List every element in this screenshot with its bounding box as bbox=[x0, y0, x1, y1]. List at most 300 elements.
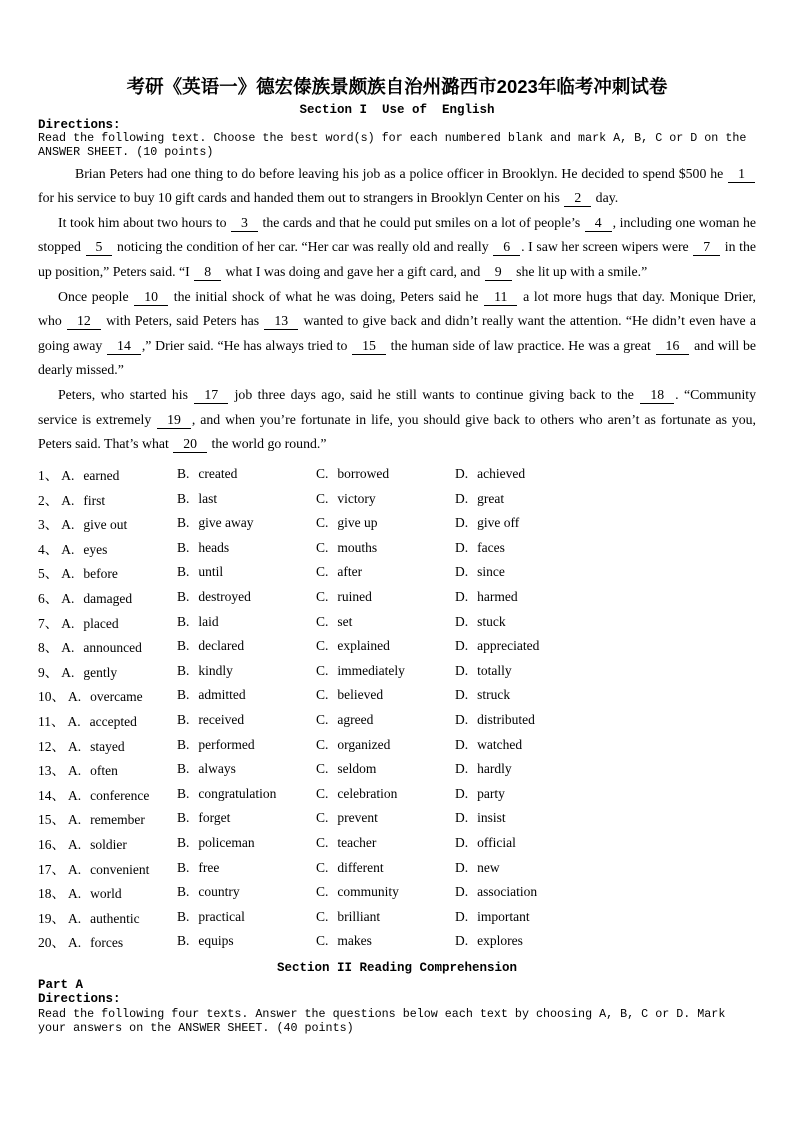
blank-7: 7 bbox=[693, 239, 720, 256]
option-text: seldom bbox=[337, 761, 377, 777]
option-a-q17 bbox=[38, 858, 177, 878]
question-number: 18、 bbox=[38, 886, 65, 902]
option-a-q5 bbox=[38, 562, 177, 582]
option-b-q15 bbox=[177, 810, 316, 826]
option-b-q7 bbox=[177, 614, 316, 630]
option-b-q16 bbox=[177, 835, 316, 851]
passage-paragraph-2: It took him about two hours to 3 the cards and that he could put smiles on a lot of people’s 4 , including one woman he stopped 5 noticing the condition of her car. “Her car was really old and really 6 . I saw her screen wipers were 7 in the up position,” Peters said. “I 8 what I was doing and gave her a gift card, and 9 she lit up with a smile.” bbox=[38, 214, 757, 279]
option-b-q14 bbox=[177, 786, 316, 802]
passage-paragraph-3: Once people 10 the initial shock of what he was doing, Peters said he 11 a lot more hugs that day. Monique Drier, who 12 with Peters, said Peters has 13 wanted to give back and didn’t really want the attention. “He didn’t even have a going away 14 ,” Drier said. “He has always tried to 15 the human side of law practice. He was a great 16 and will be dearly missed.” bbox=[38, 288, 756, 378]
option-text: give up bbox=[337, 515, 378, 531]
option-c-q2 bbox=[316, 491, 455, 507]
question-row-5 bbox=[38, 560, 756, 585]
option-letter: A. bbox=[61, 615, 75, 631]
option-letter: C. bbox=[316, 564, 329, 580]
option-letter: D. bbox=[455, 515, 469, 531]
option-letter: C. bbox=[316, 687, 329, 703]
option-d-q13 bbox=[455, 761, 756, 777]
question-row-16 bbox=[38, 831, 756, 856]
option-letter: A. bbox=[68, 763, 82, 779]
option-letter: D. bbox=[455, 687, 469, 703]
option-letter: C. bbox=[316, 908, 329, 924]
option-letter: C. bbox=[316, 810, 329, 826]
option-text: soldier bbox=[90, 836, 127, 852]
option-letter: B. bbox=[177, 466, 190, 482]
option-letter: A. bbox=[68, 787, 82, 803]
question-row-6 bbox=[38, 585, 756, 610]
option-d-q4 bbox=[455, 540, 756, 556]
option-letter: D. bbox=[455, 638, 469, 654]
option-letter: B. bbox=[177, 859, 190, 875]
option-letter: B. bbox=[177, 834, 190, 850]
option-letter: A. bbox=[61, 541, 75, 557]
passage-paragraph-4: Peters, who started his 17 job three days ago, said he still wants to continue giving back to the 18 . “Community service is extremely 19 , and when you’re fortunate in life, you should give back to others who aren’t as fortunate as you, Peters said. That’s what 20 the world go round.” bbox=[38, 386, 757, 452]
blank-1: 1 bbox=[728, 166, 755, 183]
option-d-q14 bbox=[455, 786, 756, 802]
option-c-q9 bbox=[316, 663, 455, 679]
option-c-q19 bbox=[316, 909, 455, 925]
option-a-q10 bbox=[38, 685, 177, 705]
option-text: community bbox=[337, 884, 399, 900]
blank-4: 4 bbox=[585, 215, 612, 232]
option-text: earned bbox=[83, 468, 120, 484]
option-text: before bbox=[83, 566, 118, 582]
option-a-q19 bbox=[38, 907, 177, 927]
option-letter: C. bbox=[316, 859, 329, 875]
option-a-q20 bbox=[38, 931, 177, 951]
option-c-q10 bbox=[316, 687, 455, 703]
blank-19: 19 bbox=[157, 412, 191, 429]
question-number: 9、 bbox=[38, 664, 59, 680]
option-c-q14 bbox=[316, 786, 455, 802]
option-d-q20 bbox=[455, 933, 756, 949]
option-text: policeman bbox=[198, 834, 255, 850]
option-letter: D. bbox=[455, 884, 469, 900]
option-d-q7 bbox=[455, 614, 756, 630]
option-letter: A. bbox=[68, 812, 82, 828]
blank-8: 8 bbox=[194, 264, 221, 281]
option-b-q2 bbox=[177, 491, 316, 507]
option-a-q9 bbox=[38, 661, 177, 681]
option-letter: B. bbox=[177, 810, 190, 826]
part-a-label: Part A bbox=[38, 977, 84, 992]
option-b-q6 bbox=[177, 589, 316, 605]
option-text: until bbox=[198, 564, 224, 580]
question-row-18 bbox=[38, 880, 756, 905]
option-letter: C. bbox=[316, 515, 329, 531]
option-letter: B. bbox=[177, 662, 190, 678]
option-letter: D. bbox=[455, 711, 469, 727]
blank-12: 12 bbox=[67, 313, 101, 330]
option-text: eyes bbox=[83, 541, 108, 557]
option-text: faces bbox=[477, 539, 505, 555]
option-text: announced bbox=[83, 640, 142, 656]
option-c-q20 bbox=[316, 933, 455, 949]
option-text: since bbox=[477, 564, 505, 580]
option-text: remember bbox=[90, 812, 145, 828]
option-text: heads bbox=[198, 539, 230, 555]
option-letter: A. bbox=[61, 566, 75, 582]
option-text: immediately bbox=[337, 662, 405, 678]
question-number: 17、 bbox=[38, 861, 65, 877]
option-text: kindly bbox=[198, 662, 233, 678]
option-text: accepted bbox=[89, 713, 137, 729]
option-b-q19 bbox=[177, 909, 316, 925]
option-text: great bbox=[477, 490, 505, 506]
option-d-q16 bbox=[455, 835, 756, 851]
option-letter: D. bbox=[455, 736, 469, 752]
option-letter: A. bbox=[67, 713, 81, 729]
option-letter: D. bbox=[455, 588, 469, 604]
option-b-q12 bbox=[177, 737, 316, 753]
option-d-q5 bbox=[455, 564, 756, 580]
option-a-q4 bbox=[38, 538, 177, 558]
option-a-q13 bbox=[38, 759, 177, 779]
option-text: makes bbox=[337, 933, 372, 949]
option-letter: D. bbox=[455, 466, 469, 482]
option-text: always bbox=[198, 761, 236, 777]
option-d-q11 bbox=[455, 712, 756, 728]
option-text: forget bbox=[198, 810, 231, 826]
option-b-q18 bbox=[177, 884, 316, 900]
option-letter: C. bbox=[316, 736, 329, 752]
option-letter: A. bbox=[68, 886, 82, 902]
option-c-q6 bbox=[316, 589, 455, 605]
cloze-passage bbox=[38, 162, 756, 457]
option-a-q12 bbox=[38, 735, 177, 755]
option-letter: C. bbox=[316, 761, 329, 777]
option-text: set bbox=[337, 613, 353, 629]
question-row-13 bbox=[38, 757, 756, 782]
option-a-q1 bbox=[38, 464, 177, 484]
option-letter: D. bbox=[455, 785, 469, 801]
option-c-q1 bbox=[316, 466, 455, 482]
option-c-q11 bbox=[316, 712, 455, 728]
option-text: borrowed bbox=[337, 466, 390, 482]
blank-3: 3 bbox=[231, 215, 258, 232]
option-letter: B. bbox=[177, 761, 190, 777]
question-row-17 bbox=[38, 855, 756, 880]
option-text: performed bbox=[198, 736, 255, 752]
option-text: harmed bbox=[477, 588, 518, 604]
option-text: explained bbox=[337, 638, 390, 654]
option-letter: D. bbox=[455, 539, 469, 555]
option-text: hardly bbox=[477, 761, 512, 777]
option-c-q8 bbox=[316, 638, 455, 654]
option-letter: D. bbox=[455, 834, 469, 850]
option-letter: B. bbox=[177, 736, 190, 752]
option-text: association bbox=[477, 884, 538, 900]
option-text: give away bbox=[198, 515, 254, 531]
option-text: received bbox=[198, 711, 245, 727]
option-letter: B. bbox=[177, 564, 190, 580]
option-letter: D. bbox=[455, 761, 469, 777]
question-row-19 bbox=[38, 904, 756, 929]
section2-directions-label: Directions: bbox=[38, 992, 121, 1007]
blank-2: 2 bbox=[564, 190, 591, 207]
option-text: destroyed bbox=[198, 588, 251, 604]
option-text: watched bbox=[477, 736, 523, 752]
option-letter: B. bbox=[177, 933, 190, 949]
option-text: celebration bbox=[337, 785, 398, 801]
option-letter: C. bbox=[316, 834, 329, 850]
question-number: 13、 bbox=[38, 763, 65, 779]
cloze-question-list bbox=[38, 462, 756, 954]
option-letter: C. bbox=[316, 785, 329, 801]
option-d-q15 bbox=[455, 810, 756, 826]
option-letter: A. bbox=[68, 836, 82, 852]
option-letter: B. bbox=[177, 785, 190, 801]
option-a-q14 bbox=[38, 784, 177, 804]
option-text: overcame bbox=[90, 689, 143, 705]
option-letter: A. bbox=[68, 910, 82, 926]
option-text: official bbox=[477, 834, 516, 850]
option-a-q2 bbox=[38, 489, 177, 509]
question-row-9 bbox=[38, 658, 756, 683]
question-number: 2、 bbox=[38, 492, 59, 508]
option-d-q9 bbox=[455, 663, 756, 679]
option-b-q8 bbox=[177, 638, 316, 654]
option-d-q6 bbox=[455, 589, 756, 605]
section2-directions-line-2: your answers on the ANSWER SHEET. (40 points) bbox=[38, 1021, 354, 1036]
option-text: practical bbox=[198, 908, 245, 924]
option-text: ruined bbox=[337, 588, 372, 604]
question-number: 14、 bbox=[38, 787, 65, 803]
option-letter: B. bbox=[177, 515, 190, 531]
question-row-10 bbox=[38, 683, 756, 708]
option-text: explores bbox=[477, 933, 523, 949]
blank-20: 20 bbox=[173, 436, 207, 453]
blank-9: 9 bbox=[485, 264, 512, 281]
option-a-q8 bbox=[38, 636, 177, 656]
question-row-1 bbox=[38, 462, 756, 487]
option-letter: C. bbox=[316, 884, 329, 900]
option-b-q17 bbox=[177, 860, 316, 876]
option-text: give out bbox=[83, 517, 128, 533]
section2-directions-line-1: Read the following four texts. Answer the questions below each text by choosing A, B, C or D. Mark bbox=[38, 1006, 726, 1021]
option-d-q1 bbox=[455, 466, 756, 482]
option-text: brilliant bbox=[337, 908, 381, 924]
option-a-q6 bbox=[38, 587, 177, 607]
option-d-q12 bbox=[455, 737, 756, 753]
option-text: world bbox=[90, 886, 122, 902]
option-text: new bbox=[477, 859, 500, 875]
question-number: 8、 bbox=[38, 640, 59, 656]
option-text: different bbox=[337, 859, 384, 875]
option-letter: B. bbox=[177, 490, 190, 506]
option-c-q15 bbox=[316, 810, 455, 826]
option-b-q1 bbox=[177, 466, 316, 482]
option-text: important bbox=[477, 908, 530, 924]
question-row-2 bbox=[38, 486, 756, 511]
option-letter: D. bbox=[455, 810, 469, 826]
option-d-q17 bbox=[455, 860, 756, 876]
option-letter: B. bbox=[177, 539, 190, 555]
option-letter: B. bbox=[177, 884, 190, 900]
option-text: agreed bbox=[337, 711, 374, 727]
option-text: distributed bbox=[477, 711, 535, 727]
option-b-q4 bbox=[177, 540, 316, 556]
question-number: 16、 bbox=[38, 836, 65, 852]
passage-paragraph-1: Brian Peters had one thing to do before leaving his job as a police officer in Brooklyn. He decided to spend $500 he 1 for his service to buy 10 gift cards and handed them out to strangers in Brooklyn Center on his 2 day. bbox=[38, 162, 756, 211]
option-a-q16 bbox=[38, 833, 177, 853]
option-letter: A. bbox=[68, 738, 82, 754]
option-letter: B. bbox=[177, 711, 190, 727]
option-text: party bbox=[477, 785, 505, 801]
option-text: after bbox=[337, 564, 363, 580]
option-b-q3 bbox=[177, 515, 316, 531]
section1-directions-line-1: Read the following text. Choose the best word(s) for each numbered blank and mark A, B, C or D on the bbox=[38, 131, 747, 145]
option-text: insist bbox=[477, 810, 506, 826]
section1-directions-line-2: ANSWER SHEET. (10 points) bbox=[38, 144, 214, 159]
option-d-q3 bbox=[455, 515, 756, 531]
question-number: 4、 bbox=[38, 541, 59, 557]
option-letter: C. bbox=[316, 638, 329, 654]
option-text: authentic bbox=[90, 910, 140, 926]
section2-part-a bbox=[38, 978, 756, 1036]
question-number: 20、 bbox=[38, 935, 65, 951]
option-text: equips bbox=[198, 933, 234, 949]
blank-17: 17 bbox=[194, 387, 228, 404]
option-letter: A. bbox=[68, 861, 82, 877]
option-text: declared bbox=[198, 638, 245, 654]
option-text: appreciated bbox=[477, 638, 540, 654]
section2-heading: Section II Reading Comprehension bbox=[276, 960, 518, 975]
option-text: first bbox=[83, 492, 106, 508]
option-b-q9 bbox=[177, 663, 316, 679]
question-number: 1、 bbox=[38, 468, 59, 484]
question-number: 5、 bbox=[38, 566, 59, 582]
question-row-4 bbox=[38, 536, 756, 561]
option-letter: B. bbox=[177, 687, 190, 703]
option-letter: C. bbox=[316, 662, 329, 678]
option-letter: A. bbox=[61, 468, 75, 484]
option-d-q19 bbox=[455, 909, 756, 925]
option-letter: D. bbox=[455, 490, 469, 506]
option-a-q11 bbox=[38, 710, 177, 730]
option-a-q3 bbox=[38, 513, 177, 533]
option-text: often bbox=[90, 763, 118, 779]
option-letter: A. bbox=[68, 689, 82, 705]
option-letter: C. bbox=[316, 490, 329, 506]
option-b-q20 bbox=[177, 933, 316, 949]
blank-15: 15 bbox=[352, 338, 386, 355]
question-number: 15、 bbox=[38, 812, 65, 828]
option-letter: A. bbox=[61, 492, 75, 508]
question-row-20 bbox=[38, 929, 756, 954]
blank-6: 6 bbox=[493, 239, 520, 256]
question-row-7 bbox=[38, 609, 756, 634]
option-letter: A. bbox=[61, 517, 75, 533]
blank-14: 14 bbox=[107, 338, 141, 355]
option-c-q7 bbox=[316, 614, 455, 630]
blank-11: 11 bbox=[484, 289, 517, 306]
question-number: 10、 bbox=[38, 689, 65, 705]
option-text: totally bbox=[477, 662, 512, 678]
option-c-q16 bbox=[316, 835, 455, 851]
option-letter: A. bbox=[61, 590, 75, 606]
option-letter: A. bbox=[68, 935, 82, 951]
option-c-q4 bbox=[316, 540, 455, 556]
option-text: laid bbox=[198, 613, 219, 629]
question-row-8 bbox=[38, 634, 756, 659]
option-c-q13 bbox=[316, 761, 455, 777]
option-c-q18 bbox=[316, 884, 455, 900]
option-c-q12 bbox=[316, 737, 455, 753]
question-row-11 bbox=[38, 708, 756, 733]
option-text: damaged bbox=[83, 590, 133, 606]
question-row-14 bbox=[38, 781, 756, 806]
section1-heading: Section I Use of English bbox=[299, 103, 495, 117]
option-text: placed bbox=[83, 615, 119, 631]
option-letter: A. bbox=[61, 664, 75, 680]
blank-5: 5 bbox=[86, 239, 113, 256]
option-letter: B. bbox=[177, 908, 190, 924]
option-letter: D. bbox=[455, 859, 469, 875]
blank-10: 10 bbox=[134, 289, 168, 306]
question-number: 3、 bbox=[38, 517, 59, 533]
option-text: country bbox=[198, 884, 240, 900]
option-text: free bbox=[198, 859, 220, 875]
option-letter: D. bbox=[455, 613, 469, 629]
section1-directions bbox=[38, 132, 756, 160]
option-letter: C. bbox=[316, 466, 329, 482]
option-text: prevent bbox=[337, 810, 378, 826]
question-number: 7、 bbox=[38, 615, 59, 631]
option-text: stuck bbox=[477, 613, 506, 629]
option-text: struck bbox=[477, 687, 511, 703]
option-d-q10 bbox=[455, 687, 756, 703]
option-text: forces bbox=[90, 935, 124, 951]
option-d-q8 bbox=[455, 638, 756, 654]
option-text: conference bbox=[90, 787, 150, 803]
option-c-q17 bbox=[316, 860, 455, 876]
option-a-q15 bbox=[38, 808, 177, 828]
option-a-q7 bbox=[38, 612, 177, 632]
option-letter: C. bbox=[316, 711, 329, 727]
option-text: give off bbox=[477, 515, 520, 531]
option-letter: C. bbox=[316, 588, 329, 604]
option-b-q5 bbox=[177, 564, 316, 580]
option-letter: A. bbox=[61, 640, 75, 656]
option-letter: C. bbox=[316, 539, 329, 555]
option-d-q18 bbox=[455, 884, 756, 900]
option-text: organized bbox=[337, 736, 391, 752]
option-letter: B. bbox=[177, 613, 190, 629]
blank-18: 18 bbox=[640, 387, 674, 404]
option-b-q11 bbox=[177, 712, 316, 728]
option-text: stayed bbox=[90, 738, 125, 754]
question-number: 11、 bbox=[38, 713, 65, 729]
question-row-15 bbox=[38, 806, 756, 831]
question-number: 12、 bbox=[38, 738, 65, 754]
option-text: mouths bbox=[337, 539, 378, 555]
exam-title: 考研《英语一》德宏傣族景颇族自治州潞西市2023年临考冲刺试卷 bbox=[126, 76, 668, 97]
section1-directions-label: Directions: bbox=[38, 118, 121, 132]
option-d-q2 bbox=[455, 491, 756, 507]
option-text: convenient bbox=[90, 861, 150, 877]
option-c-q3 bbox=[316, 515, 455, 531]
option-letter: B. bbox=[177, 588, 190, 604]
option-b-q13 bbox=[177, 761, 316, 777]
option-text: believed bbox=[337, 687, 384, 703]
option-text: created bbox=[198, 466, 238, 482]
option-letter: C. bbox=[316, 613, 329, 629]
option-c-q5 bbox=[316, 564, 455, 580]
question-row-12 bbox=[38, 732, 756, 757]
option-text: last bbox=[198, 490, 218, 506]
option-letter: B. bbox=[177, 638, 190, 654]
